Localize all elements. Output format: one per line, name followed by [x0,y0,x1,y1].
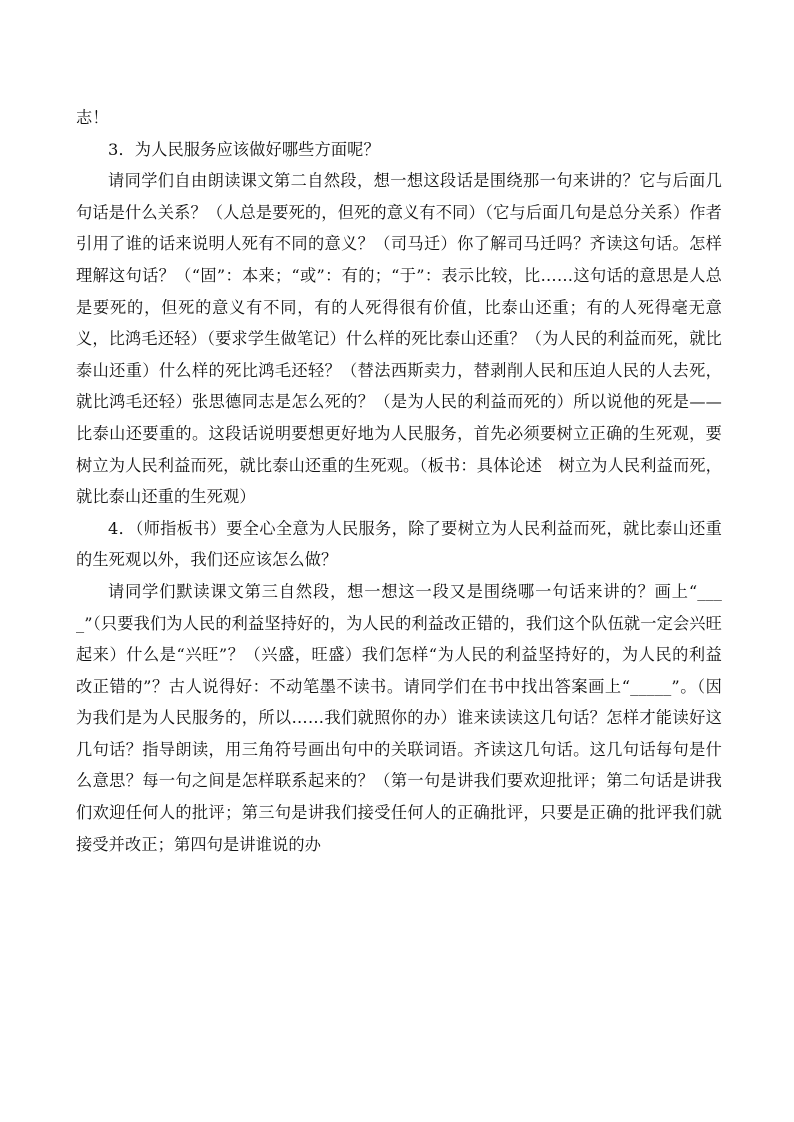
paragraph-accept-criticism: 请同学们默读课文第三自然段，想一想这一段又是围绕哪一句话来讲的？画上“____”（只要我们为人民的利益坚持好的，为人民的利益改正错的，我们这个队伍就一定会兴旺起来）什么是“兴旺”？（兴盛，旺盛）我们怎样“为人民的利益坚持好的，为人民的利益改正错的”？古人说得好：不动笔墨不读书。请同学们在书中找出答案画上“_____”。（因为我们是为人民服务的，所以……我们就照你的办）谁来读读这几句话？怎样才能读好这几句话？指导朗读，用三角符号画出句中的关联词语。齐读这几句话。这几句话每句是什么意思？每一句之间是怎样联系起来的？（第一句是讲我们要欢迎批评；第二句话是讲我们欢迎任何人的批评；第三句是讲我们接受任何人的正确批评，只要是正确的批评我们就接受并改正；第四句是讲谁说的办 [76,581,722,854]
section-heading-4: 4．（师指板书）要全心全意为人民服务，除了要树立为人民利益而死，就比泰山还重的生死观以外，我们还应该怎么做？ [76,518,722,570]
paragraph-continuation: 志！ [76,108,109,127]
document-body [76,102,722,860]
paragraph-life-and-death-view: 请同学们自由朗读课文第二自然段，想一想这段话是围绕那一句来讲的？它与后面几句话是什么关系？（人总是要死的，但死的意义有不同）（它与后面几句是总分关系）作者引用了谁的话来说明人死有不同的意义？（司马迁）你了解司马迁吗？齐读这句话。怎样理解这句话？（“固”：本来；“或”：有的；“于”：表示比较，比……这句话的意思是人总是要死的，但死的意义有不同，有的人死得很有价值，比泰山还重；有的人死得毫无意义，比鸿毛还轻）（要求学生做笔记）什么样的死比泰山还重？（为人民的利益而死，就比泰山还重）什么样的死比鸿毛还轻？（替法西斯卖力，替剥削人民和压迫人民的人去死，就比鸿毛还轻）张思德同志是怎么死的？（是为人民的利益而死的）所以说他的死是——比泰山还要重的。这段话说明要想更好地为人民服务，首先必须要树立正确的生死观，要树立为人民利益而死，就比泰山还重的生死观。（板书：具体论述 树立为人民利益而死，就比泰山还重的生死观） [76,171,722,507]
section-heading-3: 3．为人民服务应该做好哪些方面呢？ [108,139,380,159]
